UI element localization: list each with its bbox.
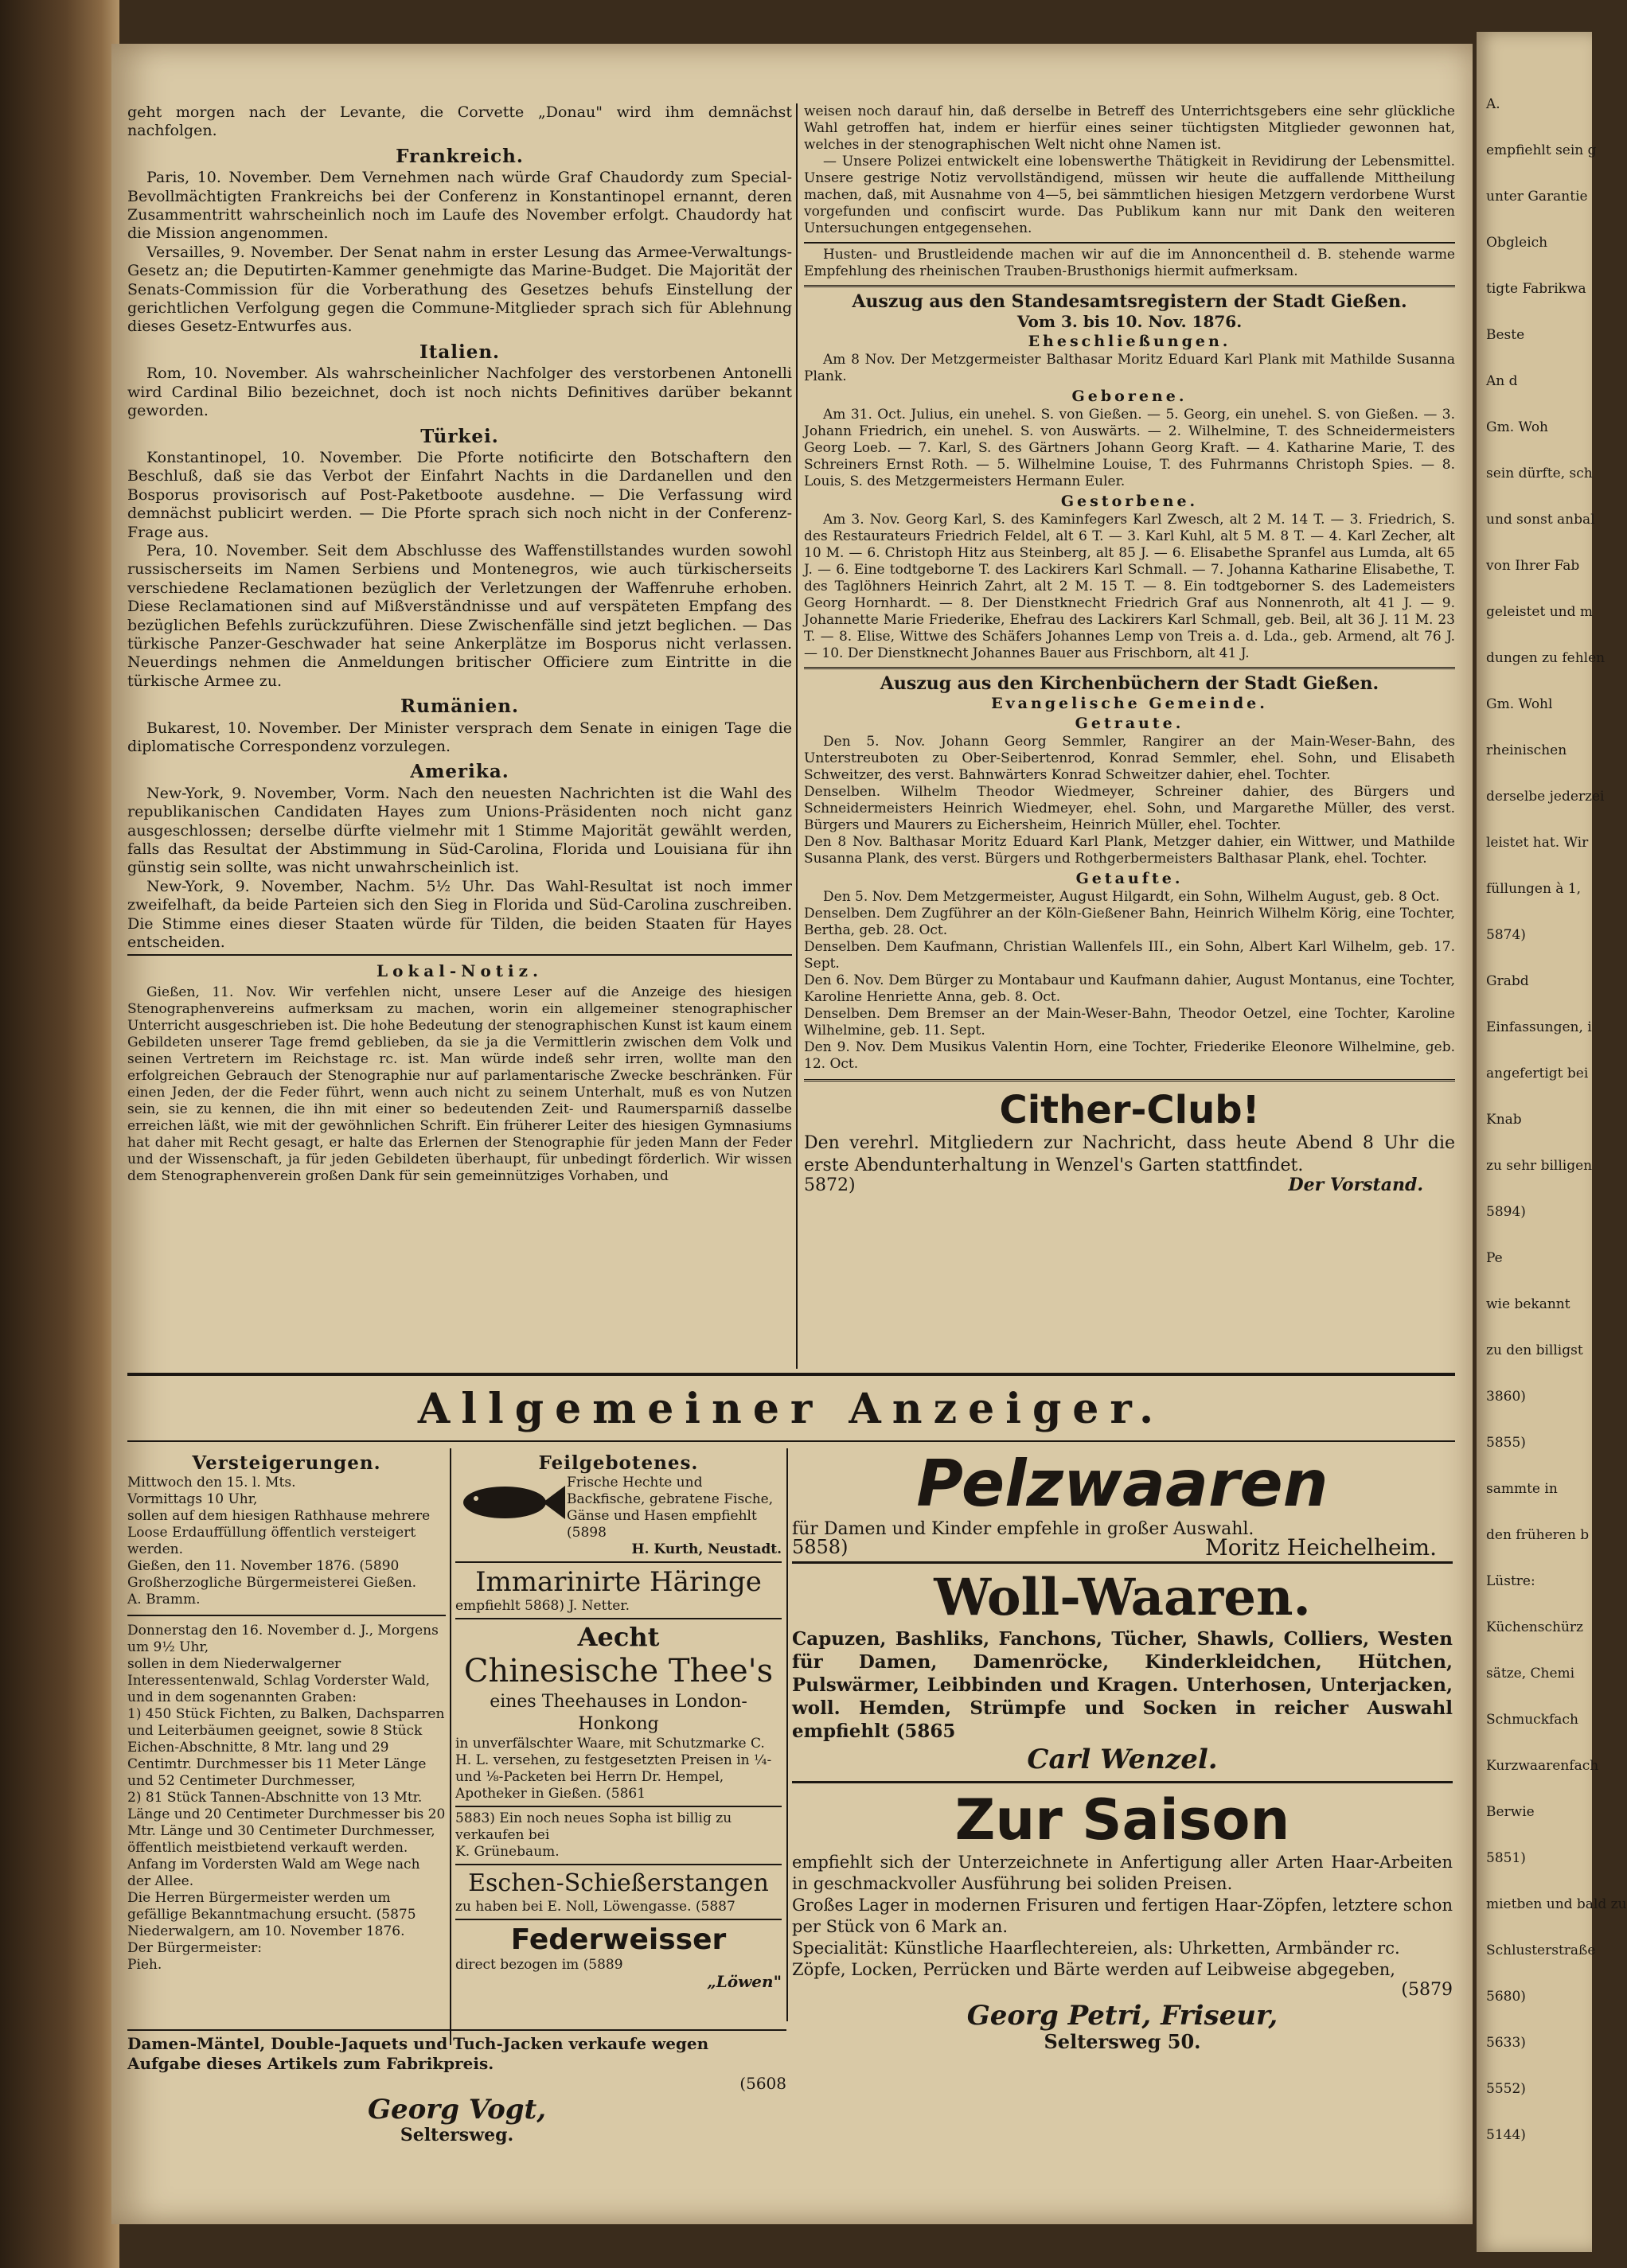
adjacent-page-line: Obgleich	[1486, 235, 1548, 251]
adjacent-page-line: leistet hat. Wir	[1486, 835, 1589, 851]
adjacent-page-line: mietben und bald zu	[1486, 1896, 1627, 1912]
adjacent-page-line: 5680)	[1486, 1989, 1526, 2005]
sopha-ad: 5883) Ein noch neues Sopha ist billig zu verkaufen bei K. Grünebaum.	[455, 1810, 732, 1860]
heading-versteigerungen: Versteigerungen.	[192, 1452, 381, 1474]
adjacent-page-line: rheinischen	[1486, 742, 1567, 758]
column-divider	[796, 103, 798, 1369]
heading-italien: Italien.	[419, 341, 501, 363]
heading-eheschliessungen: Eheschließungen.	[1028, 333, 1231, 350]
heading-rumaenien: Rumänien.	[400, 696, 519, 718]
heading-geborene: Geborene.	[1071, 388, 1188, 405]
heading-getaufte: Getaufte.	[1075, 870, 1184, 887]
heading-tuerkei: Türkei.	[420, 425, 499, 447]
adjacent-page-line: Lüstre:	[1486, 1573, 1535, 1589]
paragraph-getraute: Den 5. Nov. Johann Georg Semmler, Rangirer an der Main-Weser-Bahn, des Unterstreuboten zu Ober-Seibertenrod, Konrad Semmler, ehel. Sohn, und Elisabeth Schweitzer, des verst. Bahnwärters Konrad Schweitzer dahier, ehel. Tochter. Denselben. Wilhelm Theodor Wiedmeyer, Schreiner dahier, des Bürgers und Schneidermeisters Heinrich Wiedmeyer, ehel. Sohn, und Margarethe Müller, des verst. Bürgers und Maurers zu Eichersheim, Heinrich Müller, ehel. Tochter. Den 8 Nov. Balthasar Moritz Eduard Karl Plank, Metzger dahier, ein Wittwer, und Mathilde Susanna Plank, des verst. Bürgers und Rothgerbermeisters Balthasar Plank, ehel. Tochter.	[804, 734, 1455, 867]
adjacent-page-line: Berwie	[1486, 1804, 1535, 1820]
saison-number: (5879	[1401, 1980, 1453, 2000]
ads-versteigerungen	[127, 1448, 446, 1974]
paragraph-ehe: Am 8 Nov. Der Metzgermeister Balthasar Moritz Eduard Karl Plank mit Mathilde Susanna Plank.	[804, 352, 1455, 384]
eschen-line: zu haben bei E. Noll, Löwengasse. (5887	[455, 1899, 735, 1915]
loewen: „Löwen"	[707, 1972, 782, 1991]
cither-number: 5872)	[804, 1175, 856, 1195]
damen-number: (5608	[739, 2074, 786, 2093]
adjacent-page-line: wie bekannt	[1486, 1296, 1570, 1312]
heading-getraute: Getraute.	[1075, 715, 1184, 732]
adjacent-page-line: 5894)	[1486, 1204, 1526, 1220]
paragraph-bukarest: Bukarest, 10. November. Der Minister versprach dem Senate in einigen Tage die diplomatische Correspondenz vorzulegen.	[127, 719, 792, 755]
wollwaaren-signature: Carl Wenzel.	[1027, 1744, 1218, 1775]
paragraph-gestorbene: Am 3. Nov. Georg Karl, S. des Kaminfegers Karl Zwesch, alt 2 M. 14 T. — 3. Friedrich, S. des Restaurateurs Friedrich Feldel, alt 6 T. — 3. Karl Kuhl, alt 5 M. 8 T. — 4. Karl Zecher, alt 10 M. — 6. Christoph Hitz aus Steinberg, alt 85 J. — 6. Elisabethe Spranfel aus Lumda, alt 65 J. — 6. Eine todtgeborne T. des Lackirers Karl Schmall. — 7. Johanna Katharine Elisabethe, T. des Taglöhners Heinrich Zahrt, alt 2 M. 15 T. — 8. Ein todtgeborner S. des Lademeisters Georg Hornhardt. — 8. Der Dienstknecht Friedrich Graf aus Nonnenroth, alt 41 J. — 9. Johannette Marie Friederike, Ehefrau des Lackirers Karl Schmall, geb. Beil, alt 36 J. 11 M. 23 T. — 8. Elise, Wittwe des Schäfers Johannes Lemp von Treis a. d. Lda., geb. Armend, alt 76 J. — 10. Der Dienstknecht Johannes Bauer aus Frischborn, alt 41 J.	[804, 512, 1455, 661]
pelzwaaren-number: 5858)	[792, 1536, 849, 1558]
damen-text: Damen-Mäntel, Double-Jaquets und Tuch-Jacken verkaufe wegen Aufgabe dieses Artikels zum Fabrikpreis.	[127, 2034, 709, 2073]
pelzwaaren-text: für Damen und Kinder empfehle in großer Auswahl.	[792, 1519, 1254, 1539]
adjacent-page-line: sein dürfte, sch	[1486, 466, 1593, 481]
adjacent-page-line: sammte in	[1486, 1481, 1558, 1497]
adjacent-page-line: unter Garantie	[1486, 189, 1588, 205]
separator	[804, 285, 1455, 287]
adjacent-page-line: An d	[1486, 373, 1518, 389]
heading-amerika: Amerika.	[410, 761, 509, 783]
cither-text: Den verehrl. Mitgliedern zur Nachricht, dass heute Abend 8 Uhr die erste Abendunterhaltung in Wenzel's Garten stattfindet.	[804, 1133, 1455, 1175]
heading-lokal-notiz: Lokal-Notiz.	[377, 961, 543, 981]
paragraph-husten: Husten- und Brustleidende machen wir auf die im Annoncentheil d. B. stehende warme Empfehlung des rheinischen Trauben-Brusthonigs hiermit aufmerksam.	[804, 247, 1455, 279]
fish-signature: H. Kurth, Neustadt.	[631, 1541, 782, 1557]
heading-frankreich: Frankreich.	[396, 145, 524, 167]
adjacent-page-line: dungen zu fehlen	[1486, 650, 1606, 666]
adjacent-page-line: A.	[1486, 96, 1500, 112]
adjacent-page-line: Grabd	[1486, 973, 1529, 989]
heading-standesamt: Auszug aus den Standesamtsregistern der Stadt Gießen.	[852, 291, 1407, 312]
adjacent-page-line: Kurzwaarenfach	[1486, 1758, 1599, 1774]
adjacent-page	[1477, 32, 1627, 2252]
adjacent-page-line: Küchenschürz	[1486, 1619, 1583, 1635]
paragraph-giessen: Gießen, 11. Nov. Wir verfehlen nicht, unsere Leser auf die Anzeige des hiesigen Stenographenvereins aufmerksam zu machen, worin ein allgemeiner stenographischer Unterricht ausgeschrieben ist. Die hohe Bedeutung der stenographischen Kunst ist kaum einem Gebildeten unserer Tage fremd geblieben, da sie ja die Vermittlerin zwischen dem Volk und seinen Vertretern im Reichstage rc. ist. Man würde indeß sehr irren, wollte man den erfolgreichen Gebrauch der Stenographie nur auf parlamentarische Zwecke beschränken. Für einen Jeden, der die Feder führt, wenn auch nicht zu seinem Unterhalt, muß es von Nutzen sein, sie zu kennen, die ihn mit einer so bedeutenden Zeit- und Raumersparniß dasselbe erreichen läßt, wie mit der gewöhnlichen Schrift. Ein früherer Leiter des hiesigen Gymnasiums hat daher mit Recht gesagt, er halte das Erlernen der Stenographie für jeden Mann der Feder und der Wissenschaft, ja für jeden Gebildeten überhaupt, für unbedingt förderlich. Wir wissen dem Stenographenverein großen Dank für sein gemeinnütziges Vorhaben, und	[127, 984, 792, 1184]
cither-signature: Der Vorstand.	[1288, 1175, 1423, 1195]
ad-divider	[786, 1448, 788, 2021]
heading-gestorbene: Gestorbene.	[1060, 493, 1199, 510]
adjacent-page-line: zu sehr billigen	[1486, 1158, 1593, 1174]
paragraph-polizei: — Unsere Polizei entwickelt eine lobenswerthe Thätigkeit in Revidirung der Lebensmittel. Unsere gestrige Notiz vervollständigend, müssen wir heute die auffallende Mittheilung machen, daß, mit Ausnahme von 4—5, bei sämmtlichen hiesigen Metzgern verdorbene Wurst vorgefunden und confiscirt wurde. Das Publikum kann nur mit Dank den weiteren Untersuchungen entgegensehen.	[804, 154, 1455, 236]
fish-icon	[455, 1475, 567, 1530]
fish-text: Frische Hechte und Backfische, gebratene Fische, Gänse und Hasen empfiehlt (5898	[567, 1475, 774, 1541]
ad-divider	[450, 1448, 451, 2045]
thee-subtitle: eines Theehauses in London-Honkong	[490, 1692, 747, 1734]
cither-ad	[804, 1088, 1455, 1194]
adjacent-page-line: Gm. Woh	[1486, 419, 1549, 435]
federweisser-line: direct bezogen im (5889	[455, 1957, 623, 1973]
separator	[804, 667, 1455, 669]
heading-kirchenbuecher: Auszug aus den Kirchenbüchern der Stadt Gießen.	[880, 673, 1379, 694]
paragraph-geborene: Am 31. Oct. Julius, ein unehel. S. von Gießen. — 5. Georg, ein unehel. S. von Gießen. — 3. Johann Friedrich, ein unehel. S. von Auswärts. — 2. Wilhelmine, T. des Schneidermeisters Georg Loeb. — 7. Karl, S. des Gärtners Johann Georg Kraft. — 4. Katharine Marie, T. des Schreiners Ernst Roth. — 5. Wilhelmine Louise, T. des Fuhrmanns Christoph Spies. — 8. Louis, S. des Metzgermeisters Hermann Euler.	[804, 407, 1455, 489]
adjacent-page-line: angefertigt bei	[1486, 1066, 1589, 1081]
adjacent-page-line: 5144)	[1486, 2127, 1526, 2143]
pelzwaaren-signature: Moritz Heichelheim.	[1205, 1534, 1437, 1561]
adjacent-page-line: Gm. Wohl	[1486, 696, 1553, 712]
wollwaaren-title: Woll-Waaren.	[934, 1568, 1311, 1627]
date-range: Vom 3. bis 10. Nov. 1876.	[1016, 312, 1243, 331]
adjacent-page-line: 5633)	[1486, 2035, 1526, 2051]
adjacent-page-line: 5851)	[1486, 1850, 1526, 1866]
column-right	[804, 103, 1455, 1194]
eschen-title: Eschen-Schießerstangen	[468, 1869, 769, 1897]
adjacent-page-line: geleistet und m	[1486, 604, 1594, 620]
column-left	[127, 103, 792, 1185]
aecht-title: Aecht	[577, 1622, 660, 1652]
adjacent-page-line: und sonst anbal	[1486, 512, 1595, 528]
adjacent-page-line: empfiehlt sein g	[1486, 142, 1597, 158]
paragraph-pera: Pera, 10. November. Seit dem Abschlusse des Waffenstillstandes wurden sowohl russischerseits im Namen Serbiens und Montenegros, wie auch türkischerseits verschiedene Reclamationen bezüglich der Verletzungen der Waffenruhe erhoben. Diese Reclamationen sind auf Mißverständnisse und auf verspäteten Empfang des bezüglichen Befehls zurückzuführen. Diese Zwischenfälle sind jetzt beglichen. — Das türkische Panzer-Geschwader hat seine Ankerplätze im Bosporus nicht verlassen. Neuerdings nehmen die Anmeldungen britischer Officiere zum Eintritte in die türkische Armee zu.	[127, 541, 792, 690]
damen-address: Seltersweg.	[400, 2125, 514, 2145]
allgemeiner-anzeiger-banner: Allgemeiner Anzeiger.	[417, 1385, 1165, 1433]
heading-feilgebotenes: Feilgebotenes.	[538, 1452, 699, 1474]
adjacent-page-line: derselbe jederzei	[1486, 789, 1605, 805]
paragraph-rom: Rom, 10. November. Als wahrscheinlicher Nachfolger des verstorbenen Antonelli wird Cardinal Bilio bezeichnet, doch ist noch nichts Definitives darüber bekannt geworden.	[127, 364, 792, 420]
paragraph-continued: weisen noch darauf hin, daß derselbe in Betreff des Unterrichtsgebers eine sehr glückliche Wahl getroffen hat, indem er hierfür eines seiner tüchtigsten Mitglieder gewonnen hat, welches in der stenographischen Welt nicht ohne Namen ist.	[804, 103, 1455, 153]
cither-title: Cither-Club!	[999, 1088, 1260, 1132]
heading-evangelische: Evangelische Gemeinde.	[991, 695, 1268, 712]
saison-signature: Georg Petri, Friseur,	[966, 2000, 1278, 2032]
separator	[804, 1079, 1455, 1081]
adjacent-page-line: zu den billigst	[1486, 1342, 1583, 1358]
ad-divider	[127, 2029, 786, 2031]
wollwaaren-text: Capuzen, Bashliks, Fanchons, Tücher, Shawls, Colliers, Westen für Damen, Damenröcke, Kinderkleidchen, Hütchen, Pulswärmer, Leibbinden und Kragen. Unterhosen, Unterjacken, woll. Hemden, Strümpfe und Socken in reicher Auswahl empfiehlt (5865	[792, 1628, 1453, 1742]
adjacent-page-line: Knab	[1486, 1112, 1522, 1128]
paragraph-lead: geht morgen nach der Levante, die Corvette „Donau" wird ihm demnächst nachfolgen.	[127, 103, 792, 140]
adjacent-page-line: sätze, Chemi	[1486, 1666, 1575, 1682]
thee-text: in unverfälschter Waare, mit Schutzmarke C. H. L. versehen, zu festgesetzten Preisen in ¼- und ⅛-Packeten bei Herrn Dr. Hempel, Apotheker in Gießen. (5861	[455, 1736, 772, 1802]
book-binding	[0, 0, 119, 2268]
ads-feilgebotenes	[455, 1448, 782, 1990]
paragraph-newyork-2: New-York, 9. November, Nachm. 5½ Uhr. Das Wahl-Resultat ist noch immer zweifelhaft, da beide Parteien sich den Sieg in Florida und Süd-Carolina zuschreiben. Die Stimme eines dieser Staaten würde für Tilden, die beiden Staaten für Hayes entscheiden.	[127, 878, 792, 957]
adjacent-page-line: füllungen à 1,	[1486, 881, 1582, 897]
thee-title: Chinesische Thee's	[463, 1653, 774, 1689]
adjacent-page-line: Schlusterstraße	[1486, 1943, 1596, 1958]
adjacent-page-line: 5874)	[1486, 927, 1526, 943]
pelzwaaren-title: Pelzwaaren	[916, 1447, 1329, 1521]
paragraph-paris: Paris, 10. November. Dem Vernehmen nach würde Graf Chaudordy zum Special-Bevollmächtigten Frankreichs bei der Conferenz in Konstantinopel ernannt, deren Zusammentritt wahrscheinlich noch im Laufe des November erfolgt. Chaudordy hat die Mission angenommen.	[127, 169, 792, 243]
adjacent-page-line: tigte Fabrikwa	[1486, 281, 1586, 297]
auction-1: Mittwoch den 15. l. Mts. Vormittags 10 Uhr, sollen auf dem hiesigen Rathhause mehrere Loose Erdauffüllung öffentlich versteigert werden. Gießen, den 11. November 1876. (5890 Großherzogliche Bürgermeisterei Gießen. A. Bramm.	[127, 1475, 431, 1607]
adjacent-page-line: Pe	[1486, 1250, 1503, 1266]
paragraph-getaufte: Den 5. Nov. Dem Metzgermeister, August Hilgardt, ein Sohn, Wilhelm August, geb. 8 Oct. Denselben. Dem Zugführer an der Köln-Gießener Bahn, Heinrich Wilhelm Körig, eine Tochter, Bertha, geb. 28. Oct. Denselben. Dem Kaufmann, Christian Wallenfels III., ein Sohn, Albert Karl Wilhelm, geb. 17. Sept. Den 6. Nov. Dem Bürger zu Montabaur und Kaufmann dahier, August Montanus, eine Tochter, Karoline Henriette Anna, geb. 8. Oct. Denselben. Dem Bremser an der Main-Weser-Bahn, Theodor Oetzel, eine Tochter, Karoline Wilhelmine, geb. 11. Sept. Den 9. Nov. Dem Musikus Valentin Horn, eine Tochter, Friederike Eleonore Wilhelmine, geb. 12. Oct.	[804, 889, 1455, 1072]
paragraph-konstantinopel: Konstantinopel, 10. November. Die Pforte notificirte den Botschaftern den Beschluß, daß sie das Verbot der Einfahrt Nachts in die Dardanellen und den Bosporus provisorisch auf Post-Paketboote ausdehne. — Die Verfassung wird demnächst publicirt werden. — Die Pforte sprach sich noch nicht in der Conferenz-Frage aus.	[127, 448, 792, 541]
adjacent-page-line: Beste	[1486, 327, 1525, 343]
adjacent-page-line: Schmuckfach	[1486, 1712, 1578, 1728]
saison-text: empfiehlt sich der Unterzeichnete in Anfertigung aller Arten Haar-Arbeiten in geschmackvoller Ausführung bei soliden Preisen. Großes Lager in modernen Frisuren und fertigen Haar-Zöpfen, letztere schon per Stück von 6 Mark an. Specialität: Künstliche Haarflechtereien, als: Uhrketten, Armbänder rc. Zöpfe, Locken, Perrücken und Bärte werden auf Leibweise abgegeben,	[792, 1853, 1453, 1979]
federweisser-title: Federweisser	[510, 1923, 727, 1956]
adjacent-page-line: 5552)	[1486, 2081, 1526, 2097]
adjacent-page-line: den früheren b	[1486, 1527, 1590, 1543]
ads-right	[792, 1448, 1453, 2051]
auction-2: Donnerstag den 16. November d. J., Morgens um 9½ Uhr, sollen in dem Niederwalgerner Interessentenwald, Schlag Vorderster Wald, und in dem sogenannten Graben: 1) 450 Stück Fichten, zu Balken, Dachsparren und Leiterbäumen geeignet, sowie 8 Stück Eichen-Abschnitte, 8 Mtr. lang und 29 Centimtr. Durchmesser bis 11 Meter Länge und 52 Centimeter Durchmesser, 2) 81 Stück Tannen-Abschnitte von 13 Mtr. Länge und 20 Centimeter Durchmesser bis 20 Mtr. Länge und 30 Centimeter Durchmesser, öffentlich meistbietend verkauft werden. Anfang im Vordersten Wald am Wege nach der Allee. Die Herren Bürgermeister werden um gefällige Bekanntmachung ersucht. (5875 Niederwalgern, am 10. November 1876. Der Bürgermeister: Pieh.	[127, 1623, 446, 1973]
haering-title: Immarinirte Häringe	[475, 1566, 762, 1598]
paragraph-newyork-1: New-York, 9. November, Vorm. Nach den neuesten Nachrichten ist die Wahl des republikanischen Candidaten Hayes zum Unions-Präsidenten noch nicht ganz ausgeschlossen; derselbe dürfte vielmehr mit 1 Stimme Majorität gewählt werden, falls das Resultat der Abstimmung in Süd-Carolina, Florida und Louisiana für ihn günstig sein sollte, was nicht unwahrscheinlich ist.	[127, 784, 792, 877]
saison-address: Seltersweg 50.	[1044, 2030, 1201, 2053]
damen-maentel-ad	[127, 2034, 786, 2145]
banner-rule-bottom	[127, 1440, 1455, 1442]
adjacent-page-line: Einfassungen, i	[1486, 1019, 1592, 1035]
adjacent-page-line: 5855)	[1486, 1435, 1526, 1451]
haering-line: empfiehlt 5868) J. Netter.	[455, 1598, 630, 1614]
saison-title: Zur Saison	[954, 1787, 1290, 1853]
paragraph-versailles: Versailles, 9. November. Der Senat nahm in erster Lesung das Armee-Verwaltungs-Gesetz an; die Deputirten-Kammer genehmigte das Marine-Budget. Die Majorität der Senats-Commission für die Vorberathung des Gesetzes behufs Einstellung der gerichtlichen Verfolgung gegen die Commune-Mitglieder sprach sich für Ablehnung dieses Gesetz-Entwurfes aus.	[127, 243, 792, 336]
adjacent-page-line: 3860)	[1486, 1389, 1526, 1405]
adjacent-page-line: von Ihrer Fab	[1486, 558, 1580, 574]
damen-signature: Georg Vogt,	[367, 2094, 547, 2126]
banner-rule	[127, 1373, 1455, 1376]
